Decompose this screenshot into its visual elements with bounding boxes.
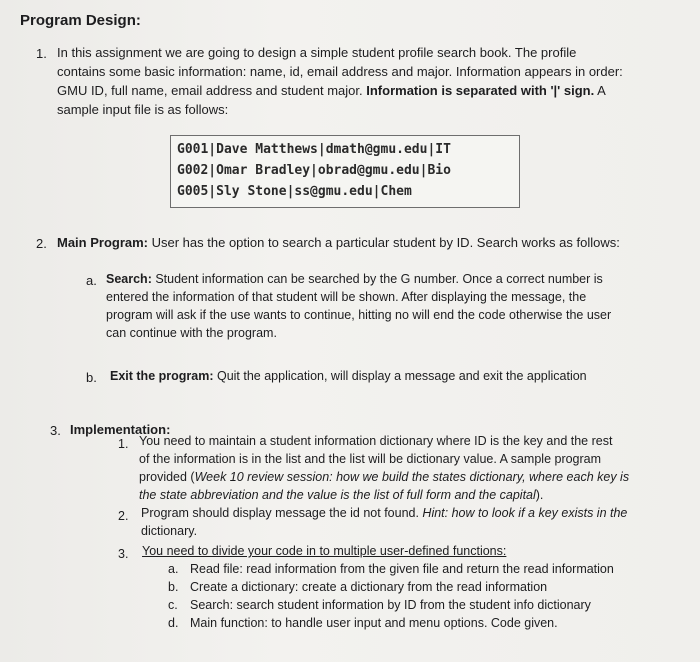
- sub-item: [168, 578, 614, 596]
- sub-item-number: b.: [168, 580, 179, 594]
- s3-2-number: 2.: [118, 509, 129, 523]
- s2-body: User has the option to search a particular student by ID. Search works as follows:: [148, 235, 620, 250]
- s2b-body: Quit the application, will display a message and exit the application: [213, 369, 587, 383]
- s2a-l2: entered the information of that student will be shown. After displaying the message, the: [106, 290, 587, 304]
- s3-1-l4b: ).: [535, 488, 544, 502]
- sample-input-box: [170, 135, 520, 208]
- s1-line1: In this assignment we are going to design a simple student profile search book. The profile: [57, 45, 577, 60]
- s2-heading: Main Program:: [57, 235, 149, 250]
- s2a-heading: Search:: [106, 272, 152, 286]
- s3-3-sublist: [168, 560, 614, 632]
- s1-line3c: A: [594, 83, 606, 98]
- s3-1-text: [139, 432, 629, 504]
- sub-item-text: Main function: to handle user input and menu options. Code given.: [190, 616, 558, 630]
- sample-line-1: G001|Dave Matthews|dmath@gmu.edu|IT: [177, 142, 451, 157]
- sub-item-number: c.: [168, 598, 178, 612]
- s3-1-l2: of the information is in the list and the list will be dictionary value. A sample program: [139, 452, 602, 466]
- s2a-text: [106, 270, 611, 342]
- s1-line4: sample input file is as follows:: [57, 102, 229, 117]
- s3-1-l1: You need to maintain a student information dictionary where ID is the key and the rest: [139, 434, 613, 448]
- s2a-l3: program will ask if the use wants to continue, hitting no will end the code otherwise the user: [106, 308, 612, 322]
- s2a-l1: Student information can be searched by the G number. Once a correct number is: [151, 272, 603, 286]
- s2b-heading: Exit the program:: [110, 369, 214, 383]
- s1-separator-note: Information is separated with '|' sign.: [366, 83, 595, 98]
- sub-item: [168, 596, 614, 614]
- s3-1-l3a: provided (: [139, 470, 195, 484]
- s3-1-number: 1.: [118, 437, 129, 451]
- sub-item: [168, 614, 614, 632]
- s3-2-hint: Hint:: [422, 506, 449, 520]
- s3-3-heading: You need to divide your code in to multiple user-defined functions:: [142, 544, 507, 558]
- sample-line-2: G002|Omar Bradley|obrad@gmu.edu|Bio: [177, 163, 451, 178]
- sample-line-3: G005|Sly Stone|ss@gmu.edu|Chem: [177, 184, 412, 199]
- s1-line2: contains some basic information: name, id, email address and major. Information appears in order:: [57, 64, 623, 79]
- s3-1-l4a: the state abbreviation and the value is the list of full form and the capital: [139, 488, 536, 502]
- sub-item-number: a.: [168, 562, 179, 576]
- section-3-number: 3.: [50, 423, 61, 438]
- sub-item: [168, 560, 614, 578]
- s3-heading-text: Implementation:: [70, 422, 171, 437]
- s1-line3: [57, 81, 623, 100]
- s1-line3a: GMU ID, full name, email address and student major.: [57, 83, 367, 98]
- s2b-number: b.: [86, 370, 97, 385]
- section-1-text: [57, 43, 623, 119]
- section-2-text: [57, 233, 620, 252]
- section-1-number: 1.: [36, 46, 47, 61]
- section-2-number: 2.: [36, 236, 47, 251]
- s3-2-l1a: Program should display message the id not found.: [141, 506, 423, 520]
- sub-item-number: d.: [168, 616, 179, 630]
- s2b-text: [110, 367, 587, 385]
- s3-2-l2: dictionary.: [141, 524, 198, 538]
- s3-1-l3b: Week 10 review session: how we build the states dictionary, where each key is: [194, 470, 630, 484]
- sub-item-text: Read file: read information from the given file and return the read information: [190, 562, 614, 576]
- sub-item-text: Create a dictionary: create a dictionary from the read information: [190, 580, 548, 594]
- sub-item-text: Search: search student information by ID from the student info dictionary: [190, 598, 591, 612]
- s3-2-text: [141, 504, 627, 540]
- s2a-number: a.: [86, 273, 97, 288]
- page-title: Program Design:: [20, 12, 141, 29]
- s2a-l4: can continue with the program.: [106, 326, 277, 340]
- s3-3-number: 3.: [118, 547, 129, 561]
- s3-2-l1c: how to look if a key exists in the: [448, 506, 628, 520]
